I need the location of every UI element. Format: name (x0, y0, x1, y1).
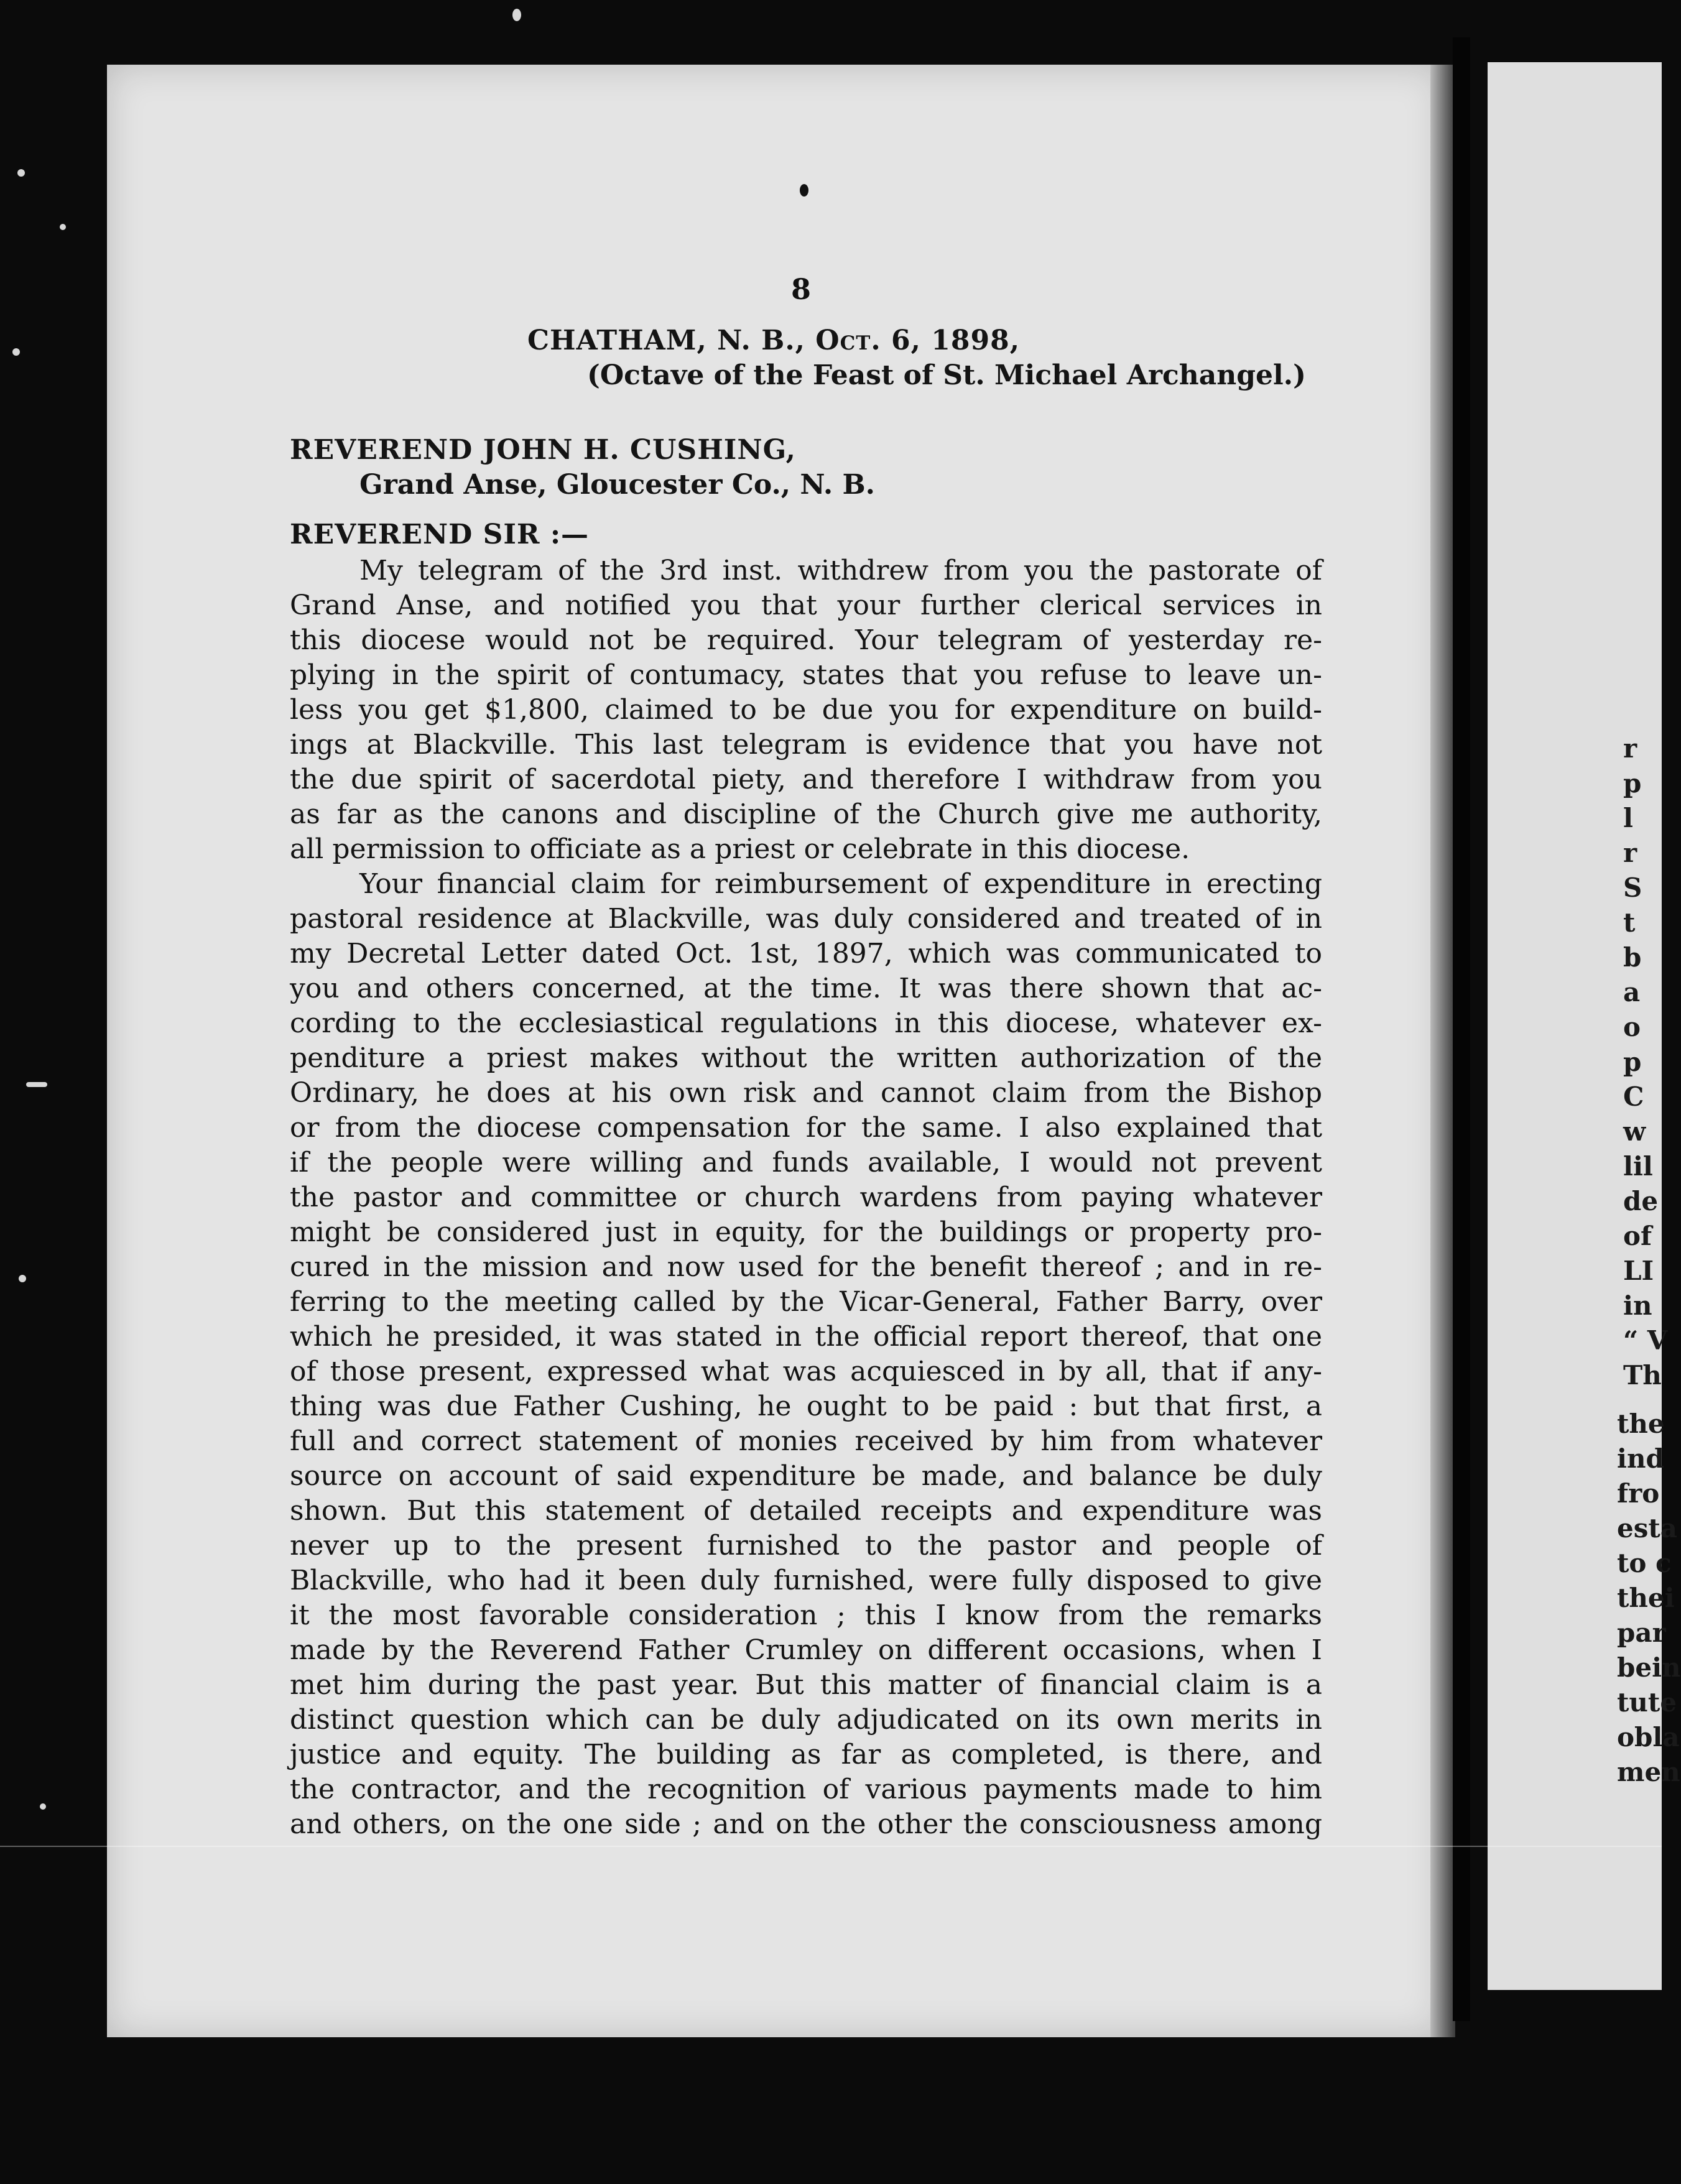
text-line: this diocese would not be required. Your telegram of yesterday re- (290, 624, 1322, 656)
fragment: t (1623, 907, 1636, 938)
fragment: the (1617, 1409, 1665, 1439)
fragment: p (1623, 1047, 1642, 1077)
text-line: might be considered just in equity, for the buildings or property pro- (290, 1216, 1322, 1248)
addressee-block (290, 433, 1322, 502)
text-line: ferring to the meeting called by the Vicar-General, Father Barry, over (290, 1286, 1322, 1318)
scan-speck (19, 1275, 26, 1282)
fragment: obla (1617, 1722, 1680, 1752)
text-line: distinct question which can be duly adjudicated on its own merits in (290, 1704, 1322, 1736)
text-line: less you get $1,800, claimed to be due you for expenditure on build- (290, 694, 1322, 726)
text-line: as far as the canons and discipline of the Church give me authority, (290, 798, 1322, 830)
fragment: Th (1623, 1360, 1662, 1390)
octave-line: (Octave of the Feast of St. Michael Archangel.) (587, 359, 1306, 391)
fragment: o (1623, 1012, 1641, 1042)
text-line: met him during the past year. But this matter of financial claim is a (290, 1669, 1322, 1701)
text-line: penditure a priest makes without the written authorization of the (290, 1042, 1322, 1074)
fragment: C (1623, 1081, 1644, 1112)
text-line: which he presided, it was stated in the official report thereof, that one (290, 1321, 1322, 1353)
letter-heading (290, 323, 1322, 393)
text-line: My telegram of the 3rd inst. withdrew from you the pastorate of (359, 555, 1322, 586)
scan-speck (40, 1803, 46, 1810)
fragment: r (1623, 838, 1637, 868)
scan-speck (512, 9, 521, 21)
text-line: the contractor, and the recognition of various payments made to him (290, 1774, 1322, 1805)
text-line: you and others concerned, at the time. It was there shown that ac- (290, 973, 1322, 1004)
text-line: Ordinary, he does at his own risk and cannot claim from the Bishop (290, 1077, 1322, 1109)
text-line: pastoral residence at Blackville, was duly considered and treated of in (290, 903, 1322, 935)
fragment: lil (1623, 1151, 1653, 1182)
text-line: all permission to officiate as a priest or celebrate in this diocese. (290, 833, 1190, 865)
addressee-name: REVEREND JOHN H. CUSHING, (290, 434, 796, 466)
salutation: REVEREND SIR :— (290, 519, 590, 550)
scan-speck (17, 169, 25, 177)
text-line: never up to the present furnished to the pastor and people of (290, 1530, 1322, 1562)
fragment: men (1617, 1757, 1680, 1787)
book-spine (1453, 37, 1470, 2021)
text-line: Grand Anse, and notified you that your further clerical services in (290, 590, 1322, 621)
text-line: plying in the spirit of contumacy, states that you refuse to leave un- (290, 659, 1322, 691)
fragment: LI (1623, 1256, 1654, 1286)
fragment: r (1623, 733, 1637, 764)
text-line: ings at Blackville. This last telegram is evidence that you have not (290, 729, 1322, 761)
fragment: of (1623, 1221, 1652, 1251)
scan-line (0, 1846, 1662, 1847)
text-line: cording to the ecclesiastical regulations in this diocese, whatever ex- (290, 1007, 1322, 1039)
text-line: cured in the mission and now used for the benefit thereof ; and in re- (290, 1251, 1322, 1283)
fragment: in (1623, 1290, 1652, 1321)
fragment: “ V (1623, 1325, 1668, 1356)
text-line: source on account of said expenditure be made, and balance be duly (290, 1460, 1322, 1492)
paragraph-1 (290, 553, 1322, 867)
text-line: if the people were willing and funds available, I would not prevent (290, 1147, 1322, 1178)
text-line: the pastor and committee or church wardens from paying whatever (290, 1182, 1322, 1213)
text-line: thing was due Father Cushing, he ought to be paid : but that first, a (290, 1390, 1322, 1422)
scan-speck (12, 348, 20, 356)
text-line: full and correct statement of monies received by him from whatever (290, 1425, 1322, 1457)
text-line: Your financial claim for reimbursement of expenditure in erecting (359, 868, 1322, 900)
text-line: made by the Reverend Father Crumley on different occasions, when I (290, 1634, 1322, 1666)
text-line: it the most favorable consideration ; this I know from the remarks (290, 1599, 1322, 1631)
page-number: 8 (790, 272, 811, 306)
facing-page-fragments-lower (1617, 1407, 1681, 1790)
text-line: the due spirit of sacerdotal piety, and therefore I withdraw from you (290, 764, 1322, 795)
fragment: S (1623, 872, 1642, 903)
text-line: shown. But this statement of detailed receipts and expenditure was (290, 1495, 1322, 1527)
gutter-shadow (1430, 65, 1455, 2037)
text-line: my Decretal Letter dated Oct. 1st, 1897, which was communicated to (290, 938, 1322, 969)
text-line: Blackville, who had it been duly furnished, were fully disposed to give (290, 1565, 1322, 1596)
fragment: b (1623, 942, 1642, 973)
fragment: bein (1617, 1652, 1681, 1683)
addressee-place: Grand Anse, Gloucester Co., N. B. (359, 469, 875, 501)
fragment: l (1623, 803, 1633, 833)
fragment: esta (1617, 1513, 1677, 1543)
fragment: de (1623, 1186, 1659, 1216)
text-line: and others, on the one side ; and on the other the consciousness among (290, 1808, 1322, 1840)
text-line: justice and equity. The building as far as completed, is there, and (290, 1739, 1322, 1770)
fragment: thei (1617, 1583, 1675, 1613)
facing-page-fragments-upper (1623, 731, 1667, 1393)
fragment: tute (1617, 1687, 1677, 1718)
salutation-block (290, 517, 1322, 552)
paragraph-2 (290, 867, 1322, 1842)
ink-dot (800, 184, 808, 197)
scan-speck (60, 224, 66, 230)
fragment: to c (1617, 1548, 1672, 1578)
fragment: fro (1617, 1478, 1660, 1509)
fragment: p (1623, 768, 1642, 798)
text-line: of those present, expressed what was acquiesced in by all, that if any- (290, 1356, 1322, 1387)
text-line: or from the diocese compensation for the same. I also explained that (290, 1112, 1322, 1144)
fragment: a (1623, 977, 1641, 1007)
place-date: CHATHAM, N. B., Oct. 6, 1898, (527, 325, 1021, 356)
fragment: par (1617, 1617, 1666, 1648)
fragment: w (1623, 1116, 1646, 1147)
scan-speck (26, 1082, 47, 1087)
fragment: ind (1617, 1443, 1664, 1474)
